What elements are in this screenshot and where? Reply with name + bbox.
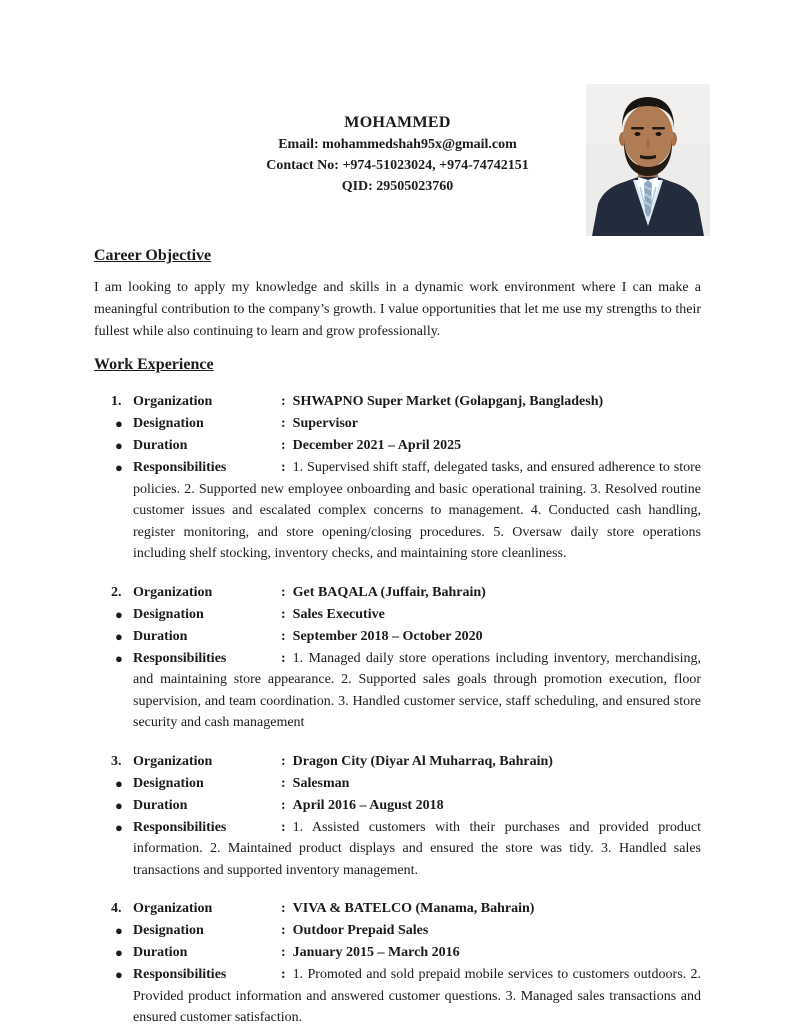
bullet-icon: ●	[115, 945, 123, 960]
entry-number: 3.	[111, 753, 122, 769]
colon: :	[281, 923, 286, 938]
experience-entries	[111, 391, 701, 1024]
career-objective-section	[94, 246, 701, 343]
entry-number: 1.	[111, 394, 122, 409]
duration-label: Duration	[133, 945, 188, 960]
responsibilities-label: Responsibilities	[133, 460, 227, 475]
responsibilities-text: 1. Assisted customers with their purchases and provided product information. 2. Maintained product displays and ensured the store was tidy. 3. Handled sales transactions and supported inventory management.	[133, 819, 701, 878]
organization-value: SHWAPNO Super Market (Golapganj, Bangladesh)	[292, 394, 604, 409]
header	[94, 112, 701, 197]
designation-value: Salesman	[292, 775, 350, 791]
entry-number: 2.	[111, 584, 122, 600]
duration-value: September 2018 – October 2020	[292, 628, 483, 644]
organization-row	[111, 751, 701, 772]
designation-label: Designation	[133, 775, 204, 791]
experience-entry	[111, 582, 701, 734]
career-objective-title: Career Objective	[94, 247, 212, 264]
organization-row	[111, 391, 701, 412]
designation-row	[115, 920, 701, 941]
designation-value: Sales Executive	[292, 606, 385, 622]
organization-row	[111, 898, 701, 919]
qid-line: QID: 29505023760	[341, 179, 454, 194]
candidate-name: MOHAMMED	[344, 114, 451, 131]
designation-label: Designation	[133, 416, 204, 431]
colon: :	[281, 416, 286, 431]
entry-number: 4.	[111, 901, 122, 916]
experience-entry	[111, 898, 701, 1024]
bullet-icon: ●	[115, 923, 123, 938]
responsibilities-text: 1. Promoted and sold prepaid mobile services to customers outdoors. 2. Provided product information and answered customer questions. 3. Managed sales transactions and ensured customer satisfaction.	[133, 967, 701, 1024]
colon: :	[281, 967, 286, 982]
designation-row	[115, 604, 701, 625]
experience-entry	[111, 751, 701, 882]
responsibilities-row	[115, 817, 701, 882]
responsibilities-text: 1. Managed daily store operations including inventory, merchandising, and maintaining store appearance. 2. Supported sales goals through promotion execution, floor supervision, and team coordination. 3. Handled customer service, staff scheduling, and ensured store security and cash management	[133, 650, 701, 730]
designation-row	[115, 773, 701, 794]
colon: :	[281, 650, 286, 666]
bullet-icon: ●	[115, 775, 123, 791]
responsibilities-row	[115, 457, 701, 565]
bullet-icon: ●	[115, 819, 123, 835]
organization-value: Dragon City (Diyar Al Muharraq, Bahrain)	[292, 753, 553, 769]
responsibilities-label: Responsibilities	[133, 650, 227, 666]
organization-row	[111, 582, 701, 603]
bullet-icon: ●	[115, 628, 123, 644]
duration-row	[115, 626, 701, 647]
bullet-icon: ●	[115, 967, 123, 982]
responsibilities-label: Responsibilities	[133, 819, 227, 835]
organization-label: Organization	[133, 394, 213, 409]
bullet-icon: ●	[115, 606, 123, 622]
duration-label: Duration	[133, 797, 188, 813]
responsibilities-text: 1. Supervised shift staff, delegated tasks, and ensured adherence to store policies. 2. Supported new employee onboarding and basic operational training. 3. Resolved routine customer issues and escalated complex concerns to management. 4. Conducted cash handling, register monitoring, and store opening/closing procedures. 5. Oversaw daily store operations including shelf stocking, inventory checks, and maintaining store cleanliness.	[133, 460, 701, 561]
colon: :	[281, 460, 286, 475]
designation-value: Outdoor Prepaid Sales	[292, 923, 429, 938]
designation-value: Supervisor	[292, 416, 359, 431]
designation-label: Designation	[133, 923, 204, 938]
bullet-icon: ●	[115, 797, 123, 813]
bullet-icon: ●	[115, 460, 123, 475]
colon: :	[281, 775, 286, 791]
colon: :	[281, 394, 286, 409]
duration-row	[115, 795, 701, 816]
experience-entry	[111, 391, 701, 565]
responsibilities-label: Responsibilities	[133, 967, 227, 982]
organization-value: Get BAQALA (Juffair, Bahrain)	[292, 584, 486, 600]
organization-value: VIVA & BATELCO (Manama, Bahrain)	[292, 901, 535, 916]
colon: :	[281, 438, 286, 453]
colon: :	[281, 819, 286, 835]
duration-row	[115, 942, 701, 963]
bullet-icon: ●	[115, 438, 123, 453]
bullet-icon: ●	[115, 416, 123, 431]
responsibilities-row	[115, 648, 701, 734]
colon: :	[281, 628, 286, 644]
duration-value: December 2021 – April 2025	[292, 438, 462, 453]
work-experience-section	[94, 355, 701, 1024]
colon: :	[281, 945, 286, 960]
organization-label: Organization	[133, 901, 213, 916]
contact-number-line: Contact No: +974-51023024, +974-74742151	[266, 158, 529, 173]
duration-label: Duration	[133, 438, 188, 453]
colon: :	[281, 606, 286, 622]
responsibilities-row	[115, 964, 701, 1024]
bullet-icon: ●	[115, 650, 123, 666]
duration-value: January 2015 – March 2016	[292, 945, 460, 960]
designation-row	[115, 413, 701, 434]
email-line: Email: mohammedshah95x@gmail.com	[278, 137, 517, 152]
duration-label: Duration	[133, 628, 188, 644]
document-content	[94, 0, 701, 1024]
organization-label: Organization	[133, 584, 213, 600]
organization-label: Organization	[133, 753, 213, 769]
colon: :	[281, 797, 286, 813]
colon: :	[281, 901, 286, 916]
career-objective-text: I am looking to apply my knowledge and skills in a dynamic work environment where I can make a meaningful contribution to the company’s growth. I value opportunities that let me use my strengths to their fullest while also continuing to learn and grow professionally.	[94, 280, 701, 339]
colon: :	[281, 753, 286, 769]
work-experience-title: Work Experience	[94, 356, 214, 373]
designation-label: Designation	[133, 606, 204, 622]
duration-row	[115, 435, 701, 456]
duration-value: April 2016 – August 2018	[292, 797, 444, 813]
colon: :	[281, 584, 286, 600]
